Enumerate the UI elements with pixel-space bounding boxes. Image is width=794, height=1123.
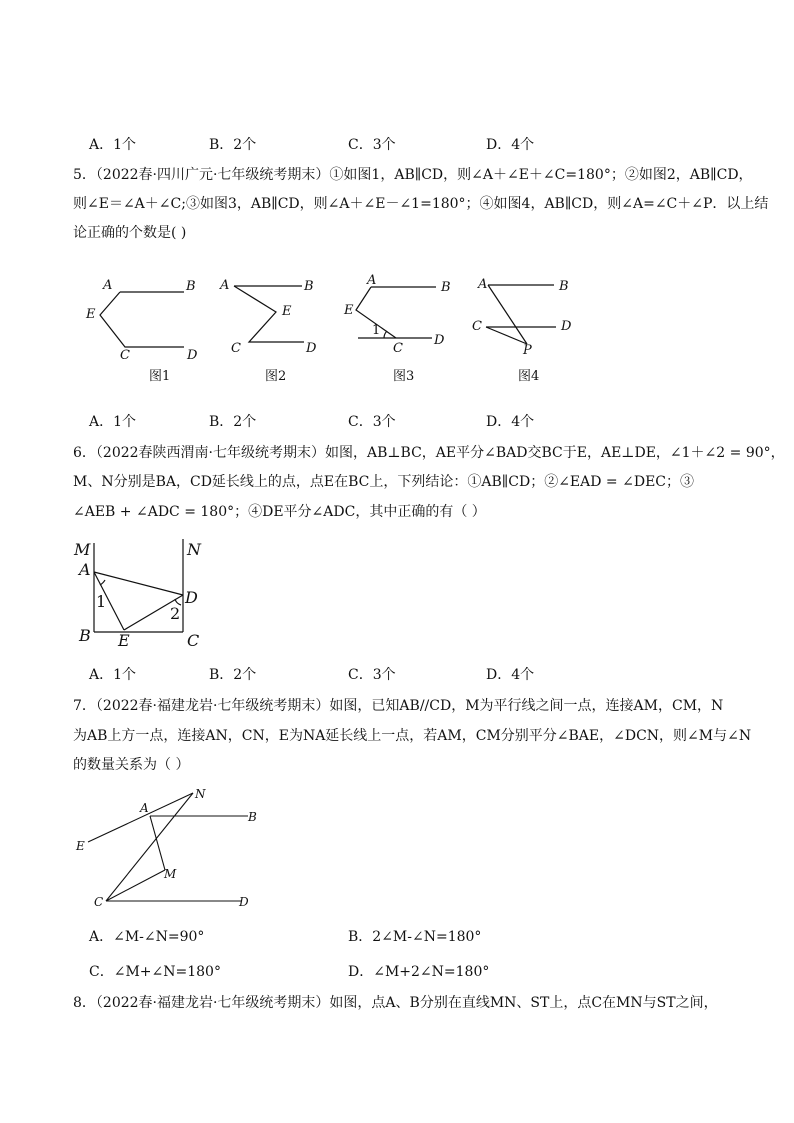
q6-label-e: E [118, 631, 130, 650]
f3-label-e: E [344, 303, 354, 318]
q5-option-b[interactable]: B．2个 [209, 414, 257, 430]
q7-label-e: E [76, 839, 85, 853]
q6-figure [70, 535, 210, 653]
q7-option-d[interactable]: D．∠M+2∠N=180° [348, 964, 490, 980]
f2-label-a: A [220, 278, 230, 293]
q4-option-b[interactable]: B．2个 [209, 137, 257, 153]
q7-line-cm [106, 870, 165, 901]
f1-line-aec [100, 292, 184, 347]
q7-option-b[interactable]: B．2∠M-∠N=180° [348, 929, 482, 945]
q6-label-c: C [187, 631, 200, 650]
f2-label-b: B [304, 279, 314, 294]
q5-option-c[interactable]: C．3个 [348, 414, 396, 430]
q6-option-b[interactable]: B．2个 [209, 667, 257, 683]
q4-option-d[interactable]: D．4个 [486, 137, 535, 153]
q5-option-a[interactable]: A．1个 [89, 414, 137, 430]
q7-label-a: A [140, 801, 149, 815]
f4-caption: 图4 [518, 369, 540, 384]
f3-label-b: B [441, 280, 451, 295]
f4-label-p: P [523, 343, 532, 358]
f3-angle-1-arc [384, 331, 387, 338]
f1-label-a: A [103, 278, 113, 293]
f4-label-a: A [478, 277, 488, 292]
q6-label-b: B [79, 626, 91, 645]
q5-figure-3 [356, 287, 436, 338]
q6-label-a: A [79, 560, 91, 579]
q7-option-c[interactable]: C．∠M+∠N=180° [89, 964, 221, 980]
q7-label-d: D [239, 895, 249, 909]
q8-line-1: 8．（2022春·福建龙岩·七年级统考期末）如图，点A、B分别在直线MN、ST上，点C在MN与ST之间， [73, 995, 718, 1011]
q6-label-m: M [74, 540, 91, 559]
f4-label-d: D [561, 319, 572, 334]
f2-line-aec [234, 286, 304, 342]
f4-label-b: B [559, 279, 569, 294]
q7-figure [70, 785, 270, 915]
f1-label-d: D [187, 348, 198, 363]
f2-caption: 图2 [265, 369, 287, 384]
q7-line-cn [106, 793, 193, 901]
f3-label-1: 1 [372, 323, 381, 338]
q7-label-c: C [94, 895, 104, 909]
f4-line-ap [488, 285, 527, 344]
q7-label-m: M [164, 867, 177, 881]
q6-line-1: 6．（2022春陕西渭南·七年级统考期末）如图，AB⊥BC，AE平分∠BAD交BC于E，AE⊥DE，∠1＋∠2 = 90°， [73, 445, 785, 461]
f3-label-c: C [393, 341, 403, 356]
q6-label-1: 1 [96, 592, 107, 611]
q5-figure-4 [486, 285, 556, 344]
q5-figures [80, 270, 572, 390]
q7-line-3: 的数量关系为（ ） [73, 757, 190, 773]
f2-label-c: C [231, 341, 241, 356]
f2-label-e: E [282, 304, 292, 319]
f2-label-d: D [306, 341, 317, 356]
q5-figure-1 [100, 292, 184, 347]
q6-label-2: 2 [170, 604, 181, 623]
q6-line-2: M、N分别是BA，CD延长线上的点，点E在BC上，下列结论：①AB∥CD；②∠EAD = ∠DEC；③ [73, 474, 695, 490]
f1-label-e: E [86, 307, 96, 322]
q7-label-b: B [248, 810, 257, 824]
q4-option-c[interactable]: C．3个 [348, 137, 396, 153]
q5-option-d[interactable]: D．4个 [486, 414, 535, 430]
q6-line-3: ∠AEB + ∠ADC = 180°；④DE平分∠ADC，其中正确的有（ ） [73, 504, 486, 520]
f3-label-d: D [434, 333, 445, 348]
q7-line-2: 为AB上方一点，连接AN，CN，E为NA延长线上一点，若AM，CM分别平分∠BAE，∠DCN，则∠M与∠N [73, 728, 752, 744]
q6-option-c[interactable]: C．3个 [348, 667, 396, 683]
q6-angle-1-arc [100, 580, 105, 585]
q6-option-d[interactable]: D．4个 [486, 667, 535, 683]
q6-line-ad [94, 572, 183, 595]
q7-line-1: 7．（2022春·福建龙岩·七年级统考期末）如图，已知AB//CD，M为平行线之间一点，连接AM，CM，N [73, 698, 724, 714]
q7-label-n: N [195, 787, 206, 801]
q6-option-a[interactable]: A．1个 [89, 667, 137, 683]
f3-label-a: A [367, 273, 377, 288]
f3-caption: 图3 [393, 369, 415, 384]
q6-label-n: N [187, 540, 201, 559]
q4-option-a[interactable]: A．1个 [89, 137, 137, 153]
f1-caption: 图1 [149, 369, 171, 384]
f1-label-c: C [120, 348, 130, 363]
q5-line-1: 5．（2022春·四川广元·七年级统考期末）①如图1，AB∥CD，则∠A＋∠E＋∠C=180°；②如图2，AB∥CD， [73, 167, 753, 183]
q5-figure-2 [234, 286, 304, 342]
q7-option-a[interactable]: A．∠M-∠N=90° [89, 929, 205, 945]
f1-label-b: B [186, 279, 196, 294]
f4-label-c: C [472, 319, 482, 334]
q6-label-d: D [185, 588, 198, 607]
q5-line-3: 论正确的个数是( ) [73, 225, 187, 241]
q5-line-2: 则∠E＝∠A＋∠C;③如图3，AB∥CD，则∠A＋∠E－∠1=180°；④如图4，AB∥CD，则∠A=∠C＋∠P．以上结 [73, 196, 769, 212]
